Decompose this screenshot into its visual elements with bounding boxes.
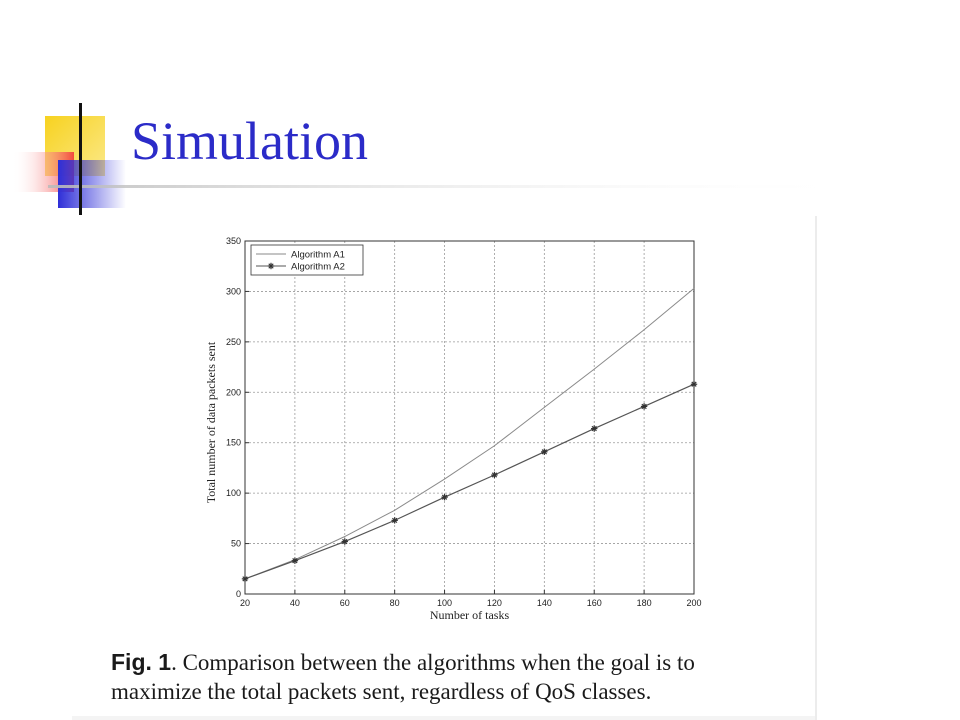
data-point bbox=[292, 558, 298, 564]
data-point bbox=[641, 403, 647, 409]
x-tick-label: 60 bbox=[339, 598, 350, 608]
legend-label: Algorithm A1 bbox=[291, 249, 345, 261]
caption-text-1: . Comparison between the algorithms when the goal is to bbox=[171, 650, 695, 675]
data-point bbox=[441, 494, 447, 500]
x-tick-label: 120 bbox=[486, 598, 502, 608]
deco-blue-square bbox=[58, 160, 126, 208]
data-point bbox=[491, 472, 497, 478]
line-chart bbox=[200, 228, 710, 628]
figure-edge bbox=[815, 216, 817, 720]
slide-title: Simulation bbox=[131, 111, 369, 171]
x-tick-label: 200 bbox=[686, 598, 702, 608]
data-point bbox=[541, 449, 547, 455]
figure-caption bbox=[111, 648, 811, 706]
caption-label: Fig. 1 bbox=[111, 649, 172, 675]
y-tick-label: 350 bbox=[225, 236, 241, 246]
x-tick-label: 40 bbox=[289, 598, 300, 608]
y-tick-label: 50 bbox=[230, 538, 241, 549]
caption-line-2: maximize the total packets sent, regardless of QoS classes. bbox=[111, 679, 652, 704]
legend-label: Algorithm A2 bbox=[291, 261, 345, 273]
deco-vertical-line bbox=[79, 103, 82, 215]
caption-line-1 bbox=[111, 648, 811, 677]
y-tick-label: 200 bbox=[225, 387, 241, 398]
y-axis-label: Total number of data packets sent bbox=[204, 341, 218, 504]
y-tick-label: 0 bbox=[235, 589, 241, 599]
data-point bbox=[391, 517, 397, 523]
figure-shadow bbox=[72, 716, 816, 720]
plot-area bbox=[245, 241, 694, 594]
y-tick-label: 150 bbox=[225, 437, 241, 448]
x-tick-label: 140 bbox=[536, 598, 552, 608]
y-tick-label: 250 bbox=[225, 336, 241, 347]
deco-title-rule bbox=[48, 185, 868, 188]
x-tick-label: 180 bbox=[636, 598, 652, 608]
x-tick-label: 100 bbox=[437, 598, 453, 608]
x-tick-label: 160 bbox=[586, 598, 602, 608]
x-tick-label: 20 bbox=[239, 598, 251, 608]
data-point bbox=[591, 425, 597, 431]
y-tick-label: 300 bbox=[225, 286, 241, 297]
y-tick-label: 100 bbox=[225, 488, 241, 499]
x-tick-label: 80 bbox=[389, 598, 400, 608]
x-axis-label: Number of tasks bbox=[429, 608, 510, 622]
